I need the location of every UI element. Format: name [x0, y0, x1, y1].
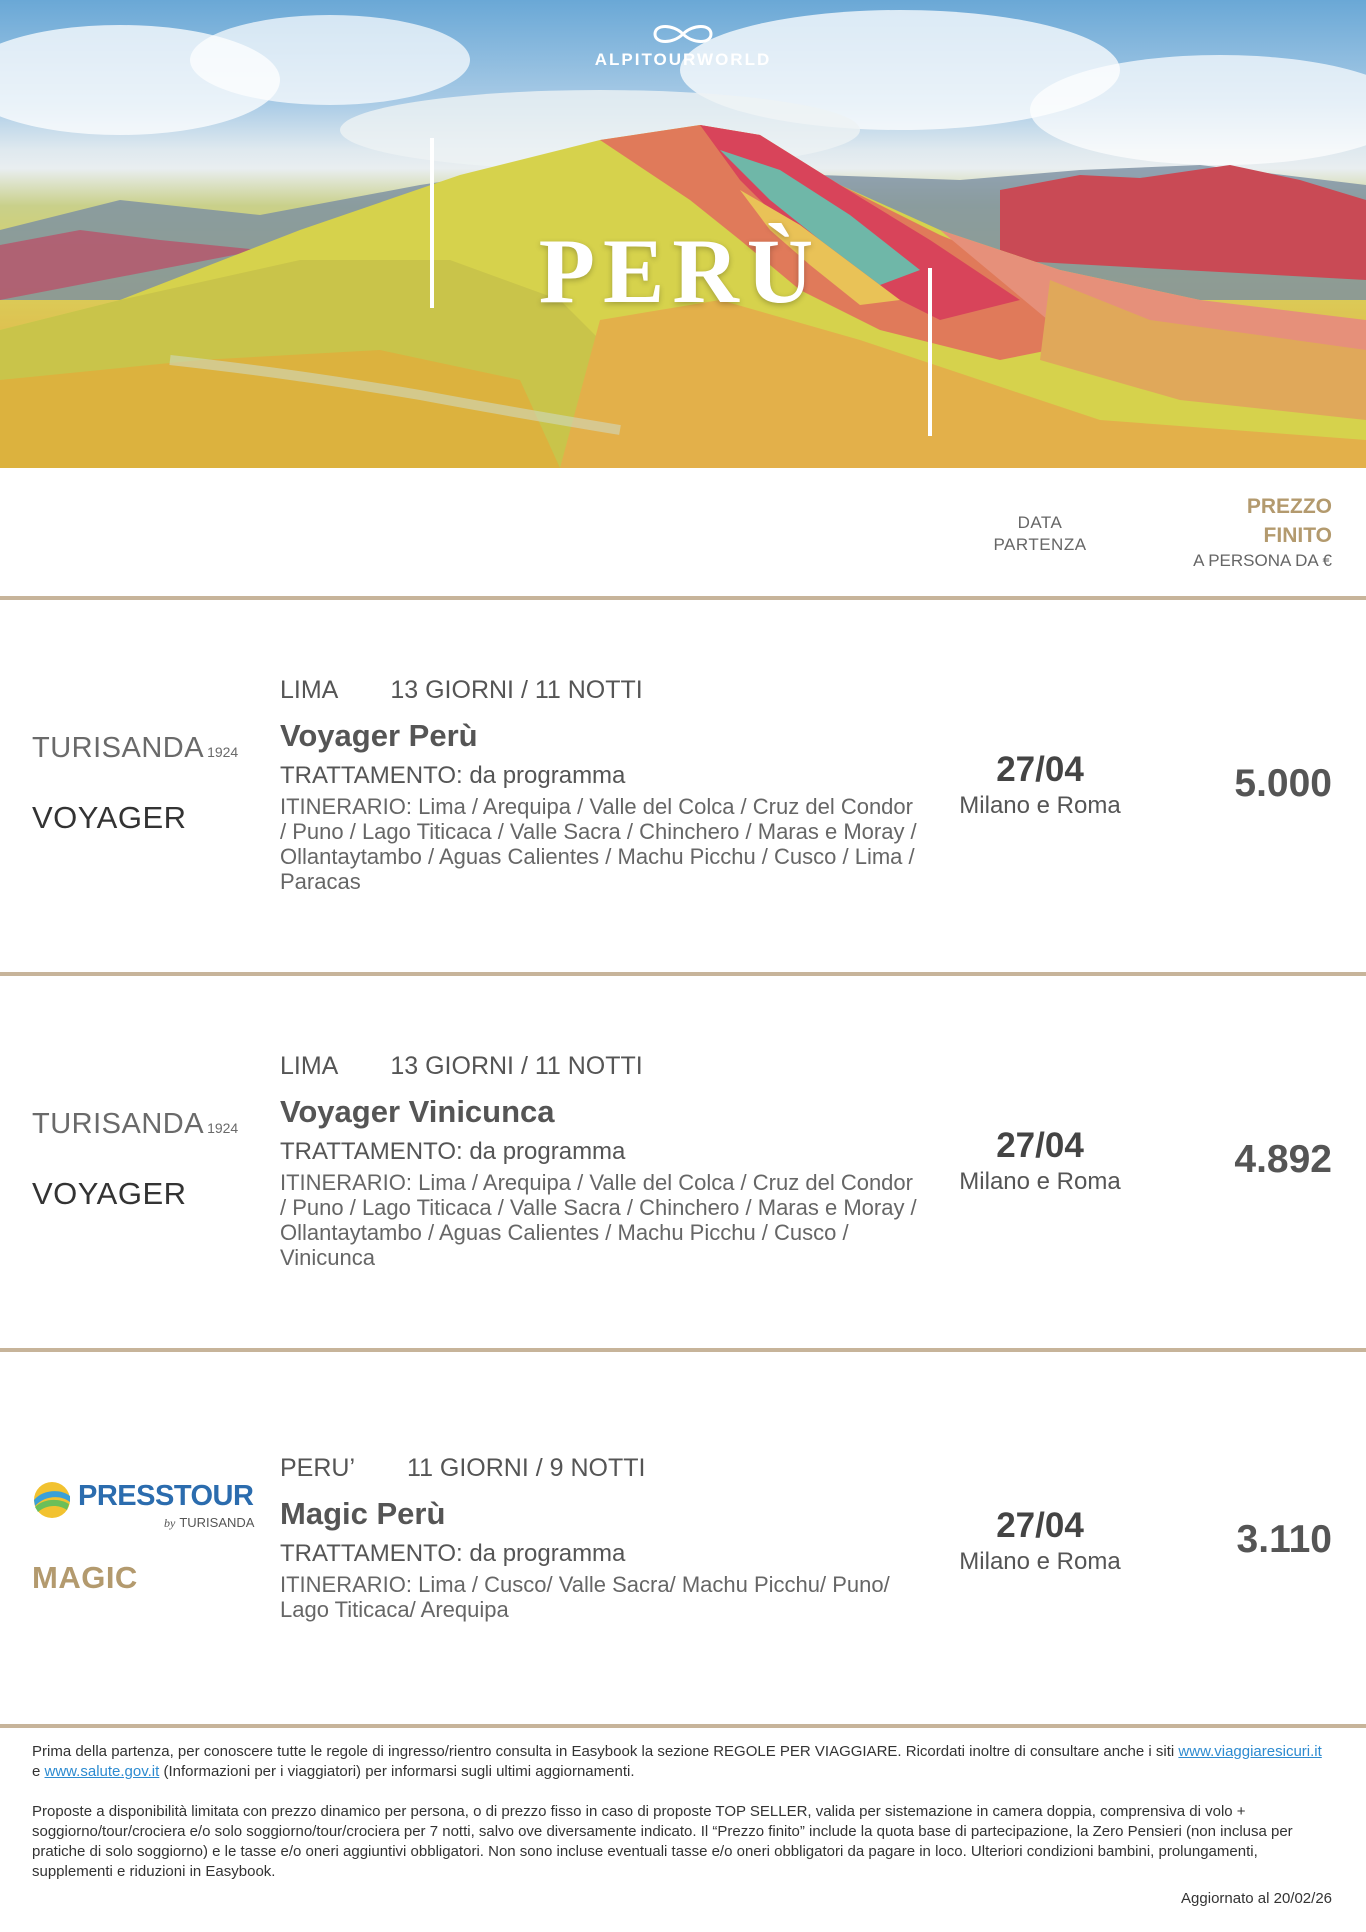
product-line: MAGIC [32, 1560, 138, 1595]
destination: LIMA [280, 1052, 339, 1080]
price: 5.000 [1234, 762, 1332, 805]
column-header-date-line2: PARTENZA [993, 535, 1087, 554]
treatment: TRATTAMENTO: da programma [280, 762, 626, 789]
link-viaggiaresicuri[interactable]: www.viaggiaresicuri.it [1178, 1743, 1322, 1760]
column-header-price [1092, 492, 1332, 572]
column-header-price-line1: PREZZO [1246, 495, 1332, 518]
brand-name: ALPITOURWORLD [594, 50, 772, 69]
note-text: e [32, 1763, 45, 1780]
column-header-price-line3: A PERSONA DA € [1193, 551, 1332, 570]
destination: LIMA [280, 676, 339, 704]
turisanda-logo [32, 732, 238, 765]
updated-date: Aggiornato al 20/02/26 [1181, 1890, 1332, 1907]
hero-banner [0, 0, 1366, 468]
trip-header [280, 1454, 645, 1483]
operator-name: PRESSTOUR [78, 1480, 254, 1512]
operator-subbrand [164, 1515, 254, 1531]
duration: 11 GIORNI / 9 NOTTI [407, 1454, 646, 1482]
turisanda-logo [32, 1108, 238, 1141]
infinity-logo-icon [633, 22, 733, 46]
trip-title: Voyager Perù [280, 718, 478, 753]
column-header-price-line2: FINITO [1263, 524, 1332, 547]
note-text: (Informazioni per i viaggiatori) per informarsi sugli ultimi aggiornamenti. [159, 1763, 635, 1780]
itinerary: ITINERARIO: Lima / Arequipa / Valle del Colca / Cruz del Condor / Puno / Lago Titicaca / Valle Sacra / Chinchero / Maras e Moray / Ollantaytambo / Aguas Calientes / Machu Picchu / Cusco / Vinicunca [280, 1170, 917, 1270]
trip-header [280, 1052, 643, 1081]
offer-row [0, 976, 1366, 1348]
brand-logo [560, 22, 806, 70]
divider [0, 1724, 1366, 1728]
trip-title: Voyager Vinicunca [280, 1094, 555, 1129]
destination: PERU’ [280, 1454, 356, 1482]
trip-header [280, 676, 643, 705]
departure-cities: Milano e Roma [959, 792, 1121, 819]
offer-row [0, 600, 1366, 972]
departure-cities: Milano e Roma [959, 1548, 1121, 1575]
operator-year: 1924 [207, 1120, 239, 1136]
link-salute[interactable]: www.salute.gov.it [44, 1763, 160, 1780]
offer-row [0, 1352, 1366, 1724]
departure-date: 27/04 [996, 1506, 1084, 1545]
operator-year: 1924 [207, 744, 239, 760]
hero-title: PERÙ [538, 220, 822, 322]
departure-date: 27/04 [996, 1126, 1084, 1165]
price: 4.892 [1234, 1138, 1332, 1181]
title-divider-left [430, 138, 434, 308]
operator-name: TURISANDA [32, 1108, 205, 1140]
column-header-date-line1: DATA [1017, 513, 1063, 532]
departure-date: 27/04 [996, 750, 1084, 789]
treatment: TRATTAMENTO: da programma [280, 1138, 626, 1165]
duration: 13 GIORNI / 11 NOTTI [390, 1052, 643, 1080]
product-line: VOYAGER [32, 800, 187, 835]
departure-cities: Milano e Roma [959, 1168, 1121, 1195]
price: 3.110 [1236, 1518, 1332, 1561]
travel-rules-note [32, 1742, 1332, 1782]
terms-note: Proposte a disponibilità limitata con prezzo dinamico per persona, o di prezzo fisso in caso di proposte TOP SELLER, valida per sistemazione in camera doppia, comprensiva di volo + soggiorno/tour/crociera e/o solo soggiorno/tour/crociera per 7 notti, salvo ove diversamente indicato. Il “Prezzo finito” include la quota base di partecipazione, la Zero Pensieri (non inclusa per pratiche di solo soggiorno) e le tasse e/o oneri aggiuntivi obbligatori. Non sono incluse eventuali tasse e/o oneri obbligatori da pagare in loco. Ulteriori condizioni bambini, prolungamenti, supplementi e riduzioni in Easybook. [32, 1803, 1293, 1880]
operator-sub-by: by [164, 1516, 176, 1530]
product-line: VOYAGER [32, 1176, 187, 1211]
itinerary: ITINERARIO: Lima / Arequipa / Valle del Colca / Cruz del Condor / Puno / Lago Titicaca / Valle Sacra / Chinchero / Maras e Moray / Ollantaytambo / Aguas Calientes / Machu Picchu / Cusco / Lima / Paracas [280, 794, 917, 894]
operator-name: TURISANDA [32, 732, 205, 764]
duration: 13 GIORNI / 11 NOTTI [390, 676, 643, 704]
note-text: Prima della partenza, per conoscere tutte le regole di ingresso/rientro consulta in Easybook la sezione REGOLE PER VIAGGIARE. Ricordati inoltre di consultare anche i siti [32, 1743, 1179, 1760]
trip-title: Magic Perù [280, 1496, 446, 1531]
itinerary: ITINERARIO: Lima / Cusco/ Valle Sacra/ Machu Picchu/ Puno/ Lago Titicaca/ Arequipa [280, 1572, 890, 1622]
presstour-logo [32, 1480, 255, 1534]
title-divider-right [928, 268, 932, 436]
presstour-swirl-icon [32, 1480, 72, 1520]
treatment: TRATTAMENTO: da programma [280, 1540, 626, 1567]
operator-sub-name: TURISANDA [179, 1515, 255, 1530]
